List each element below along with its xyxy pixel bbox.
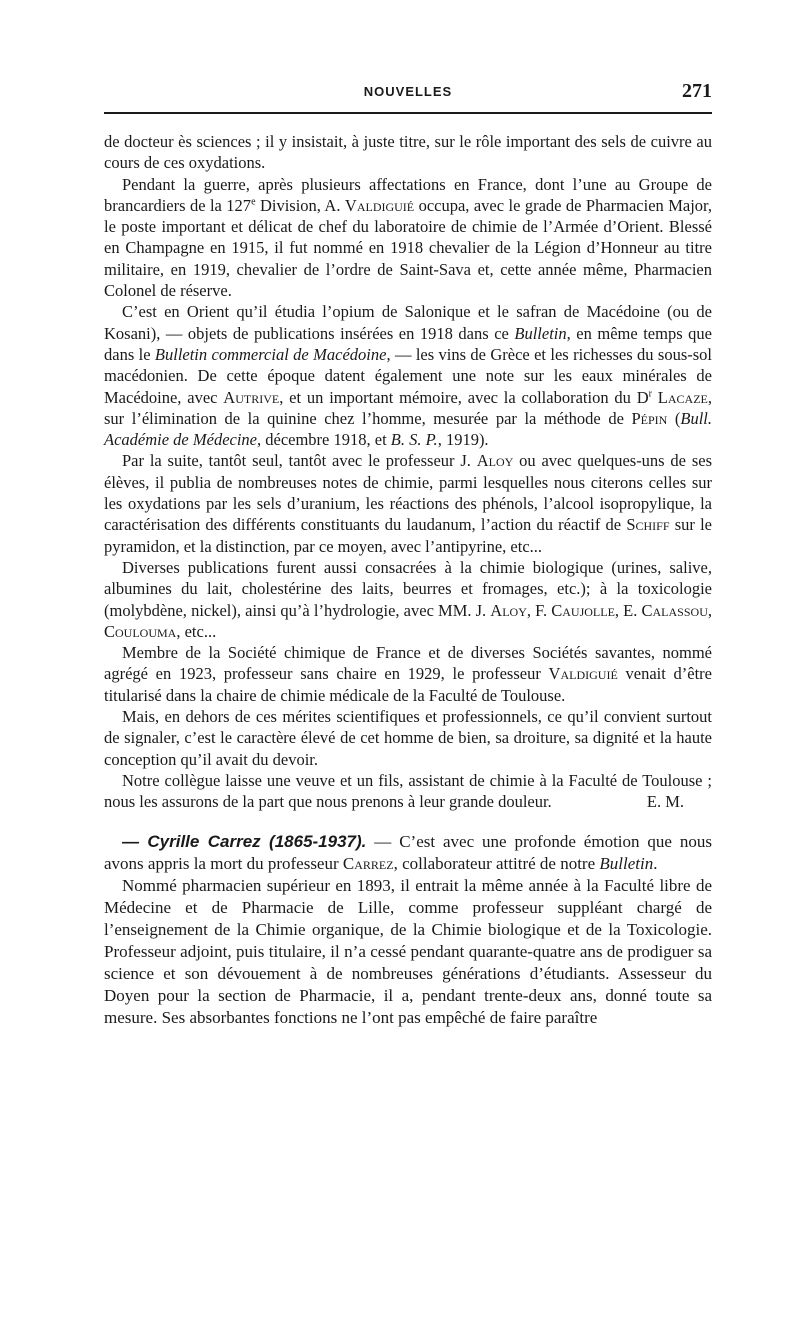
article-body [104,131,712,1029]
obituary-heading: — Cyrille Carrez (1865-1937). [122,831,367,851]
signature: E. M. [646,792,684,812]
paragraph-6: Membre de la Société chimique de France et de diverses Sociétés savantes, nommé agrégé en 1923, professeur sans chaire en 1929, le professeur Valdiguié venait d’être titularisé dans la chaire de chimie médicale de la Faculté de Toulouse. [104,643,712,705]
running-title: NOUVELLES [363,84,453,99]
paragraph-8: Notre collègue laisse une veuve et un fils, assistant de chimie à la Faculté de Toulouse ; nous les assurons de la part que nous prenons à leur grande douleur. E. M. [104,770,712,812]
obituary-carrez [104,831,712,1029]
paragraph-5: Diverses publications furent aussi consacrées à la chimie biologique (urines, salive, albumines du lait, cholestérine des laits, beurres et fromages, etc.); à la toxicologie (molybdène, nickel), ainsi qu’à l’hydrologie, avec MM. J. Aloy, F. Caujolle, E. Calassou, Coulouma, etc... [104,557,712,641]
paragraph-1: de docteur ès sciences ; il y insistait, à juste titre, sur le rôle important des sels de cuivre au cours de ces oxydations. [104,132,712,173]
page-number: 271 [682,80,712,102]
page-header [104,76,712,104]
paragraph-10: Nommé pharmacien supérieur en 1893, il entrait la même année à la Faculté libre de Médecine et de Pharmacie de Lille, comme professeur suppléant chargé de l’enseignement de la Chimie organique, de la Chimie biologique et de la Toxicologie. Professeur adjoint, puis titulaire, il n’a cessé pendant quarante-quatre ans de prodiguer sa science et son dévouement à de nombreuses générations d’étudiants. Assesseur du Doyen pour la section de Pharmacie, il a, pendant trente-deux ans, donné toute sa mesure. Ses absorbantes fonctions ne l’ont pas empêché de faire paraître [104,875,712,1027]
paragraph-4: Par la suite, tantôt seul, tantôt avec le professeur J. Aloy ou avec quelques-uns de ses élèves, il publia de nombreuses notes de chimie, parmi lesquelles nous citerons celles sur les oxydations par les sels d’uranium, les réactions des phénols, l’alcool isopropylique, la caractérisation des différents constituants du laudanum, l’action du réactif de Schiff sur le pyramidon, et la distinction, par ce moyen, avec l’antipyrine, etc... [104,451,713,556]
person-name: Valdiguié [344,195,415,215]
section-gap [104,813,712,831]
paragraph-7: Mais, en dehors de ces mérites scientifiques et professionnels, ce qu’il convient surtout de signaler, c’est le caractère élevé de cet homme de bien, sa droiture, sa dignité et la haute conception qu’il avait du devoir. [104,707,712,769]
paragraph-9: — Cyrille Carrez (1865-1937). — C’est avec une profonde émotion que nous avons appris la mort du professeur Carrez, collaborateur attitré de notre Bulletin. [104,831,712,873]
paragraph-2: Pendant la guerre, après plusieurs affectations en France, dont l’une au Groupe de brancardiers de la 127e Division, A. Valdiguié occupa, avec le grade de Pharmacien Major, le poste important et délicat de chef du laboratoire de chimie de l’Armée d’Orient. Blessé en Champagne en 1915, il fut nommé en 1918 chevalier de la Légion d’Honneur au titre militaire, en 1919, chevalier de l’ordre de Saint-Sava et, cette année même, Pharmacien Colonel de réserve. [104,174,712,301]
paragraph-3: C’est en Orient qu’il étudia l’opium de Salonique et le safran de Macédoine (ou de Kosani), — objets de publications insérées en 1918 dans ce Bulletin, en même temps que dans le Bulletin commercial de Macédoine, — les vins de Grèce et les richesses du sous-sol macédonien. De cette époque datent également une note sur les eaux minérales de Macédoine, avec Autrive, et un important mémoire, avec la collaboration du $D^r$ Lacaze, sur l’élimination de la quinine chez l’homme, mesurée par la méthode de Pépin (Bull. Académie de Médecine, décembre 1918, et B. S. P., 1919). [104,302,713,450]
header-rule [104,112,712,114]
